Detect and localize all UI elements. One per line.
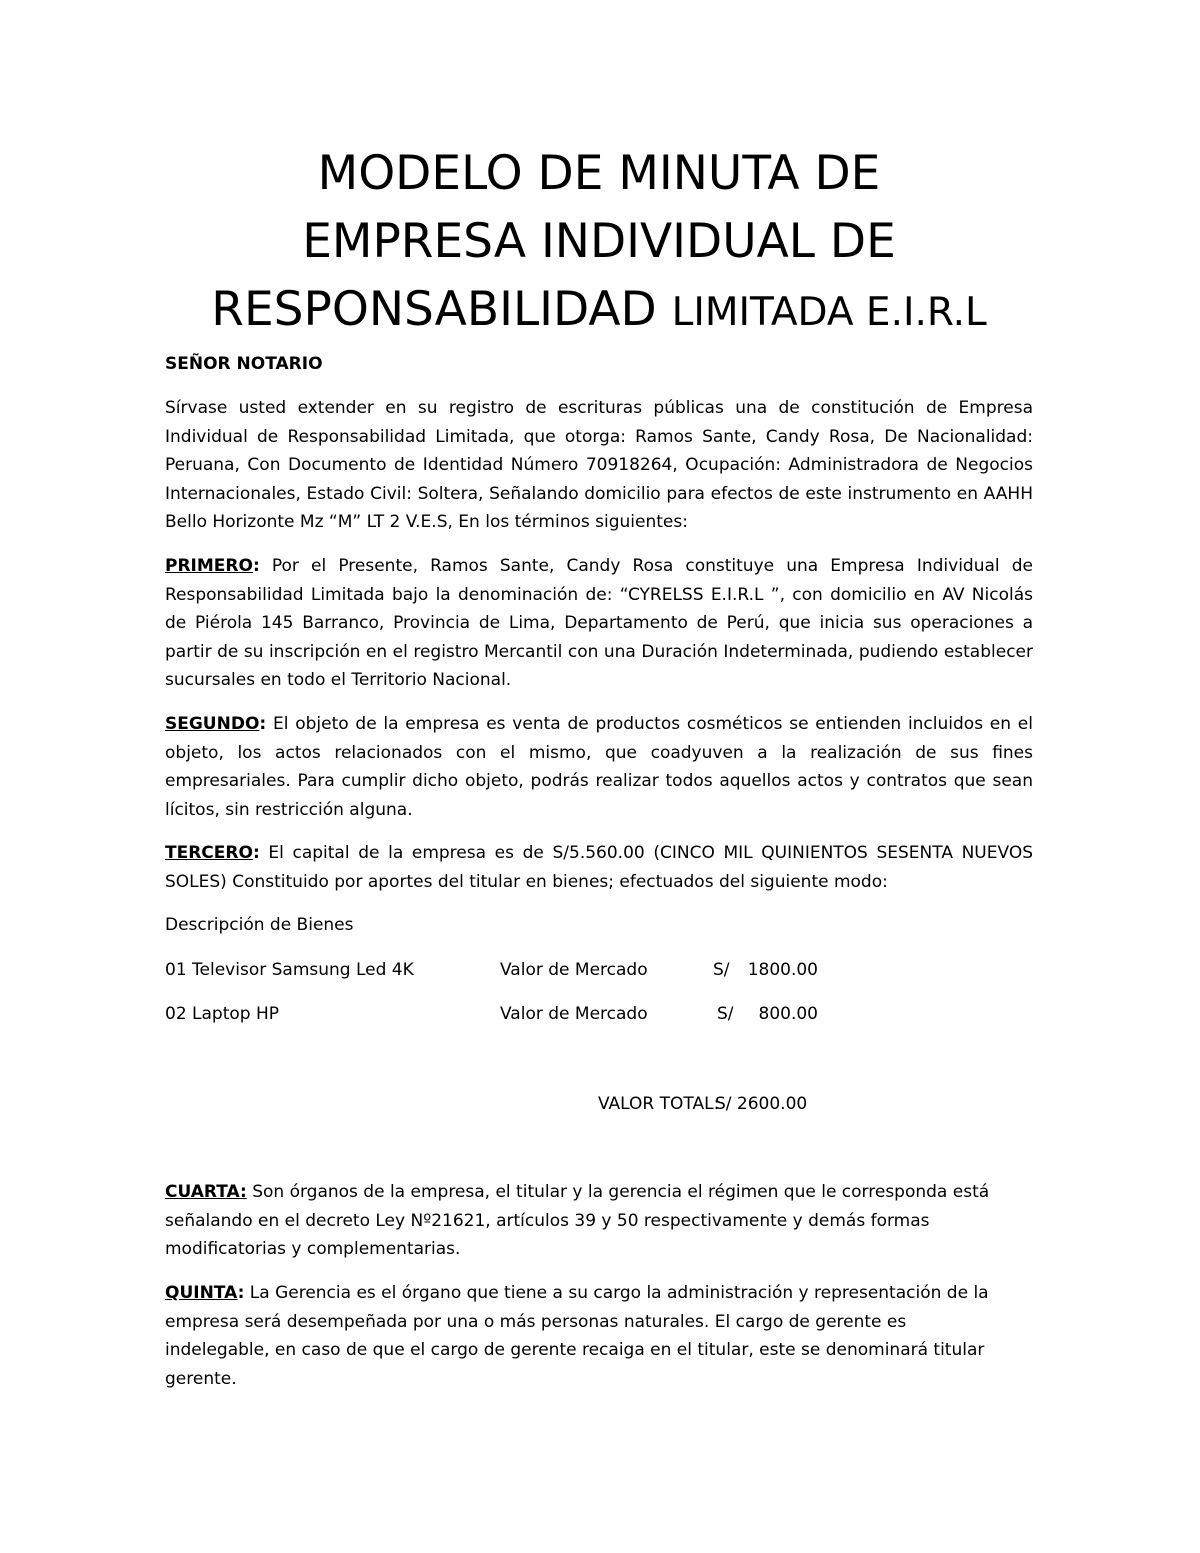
goods-amount: 1800.00 bbox=[747, 960, 818, 980]
total-value: S/ 2600.00 bbox=[715, 1094, 808, 1114]
clause-quinta bbox=[165, 1279, 1015, 1393]
clause-primero-text: Por el Presente, Ramos Sante, Candy Rosa constituye una Empresa Individual de Responsabilidad Limitada bajo la denominación de: “CYRELSS E.I.R.L ”, con domicilio en AV Nicolás de Piérola 145 Barranco, Provincia de Lima, Departamento de Perú, que inicia sus operaciones a partir de su inscripción en el registro Mercantil con una Duración Indeterminada, pudiendo establecer sucursales en todo el Territorio Nacional. bbox=[165, 556, 1033, 691]
clause-quinta-text: La Gerencia es el órgano que tiene a su cargo la administración y representación de la empresa será desempeñada por una o más personas naturales. El cargo de gerente es indelegable, en caso de que el cargo de gerente recaiga en el titular, este se denominará titular gerente. bbox=[165, 1283, 989, 1389]
intro-paragraph: Sírvase usted extender en su registro de escrituras públicas una de constitución de Empresa Individual de Responsabilidad Limitada, que otorga: Ramos Sante, Candy Rosa, De Nacionalidad: Peruana, Con Documento de Identidad Número 70918264, Ocupación: Administradora de Negocios Internacionales, Estado Civil: Soltera, Señalando domicilio para efectos de este instrumento en AAHH Bello Horizonte Mz “M” LT 2 V.E.S, En los términos siguientes: bbox=[165, 398, 1033, 533]
title-line-2: EMPRESA INDIVIDUAL DE bbox=[302, 214, 896, 269]
total-label: VALOR TOTAL: bbox=[598, 1094, 720, 1114]
clause-primero-label: PRIMERO bbox=[165, 556, 253, 576]
title-line-3-big: RESPONSABILIDAD bbox=[211, 282, 657, 337]
goods-amount: 800.00 bbox=[758, 1004, 818, 1024]
goods-currency: S/ bbox=[713, 960, 730, 980]
clause-primero bbox=[165, 552, 1033, 695]
goods-value-label: Valor de Mercado bbox=[500, 1004, 648, 1024]
clause-segundo-text: El objeto de la empresa es venta de productos cosméticos se entienden incluidos en el objeto, los actos relacionados con el mismo, que coadyuven a la realización de sus fines empresariales. Para cumplir dicho objeto, podrás realizar todos aquellos actos y contratos que sean lícitos, sin restricción alguna. bbox=[165, 714, 1033, 820]
clause-tercero bbox=[165, 839, 1033, 896]
total-row bbox=[165, 1090, 1033, 1118]
goods-value-label: Valor de Mercado bbox=[500, 960, 648, 980]
clause-tercero-colon: : bbox=[252, 843, 260, 863]
goods-heading: Descripción de Bienes bbox=[165, 915, 354, 935]
clause-segundo-colon: : bbox=[259, 714, 267, 734]
clause-quinta-label: QUINTA bbox=[165, 1283, 238, 1303]
goods-item: 01 Televisor Samsung Led 4K bbox=[165, 960, 414, 980]
clause-tercero-label: TERCERO bbox=[165, 843, 253, 863]
clause-segundo bbox=[165, 710, 1033, 824]
title-line-1: MODELO DE MINUTA DE bbox=[317, 146, 881, 201]
goods-row bbox=[165, 1000, 1033, 1028]
clause-cuarta-text: Son órganos de la empresa, el titular y la gerencia el régimen que le corresponda está señalando en el decreto Ley Nº21621, artículos 39 y 50 respectivamente y demás formas modificatorias y complementarias. bbox=[165, 1182, 990, 1260]
document-title bbox=[165, 140, 1033, 347]
goods-item: 02 Laptop HP bbox=[165, 1004, 280, 1024]
clause-tercero-text: El capital de la empresa es de S/5.560.00 (CINCO MIL QUINIENTOS SESENTA NUEVOS SOLES) Constituido por aportes del titular en bienes; efectuados del siguiente modo: bbox=[165, 843, 1033, 892]
clause-cuarta bbox=[165, 1178, 1015, 1264]
addressee: SEÑOR NOTARIO bbox=[165, 354, 323, 374]
clause-primero-colon: : bbox=[252, 556, 260, 576]
clause-segundo-label: SEGUNDO bbox=[165, 714, 260, 734]
title-line-3-small: LIMITADA E.I.R.L bbox=[671, 290, 987, 335]
clause-cuarta-label: CUARTA: bbox=[165, 1182, 247, 1202]
goods-currency: S/ bbox=[717, 1004, 734, 1024]
goods-row bbox=[165, 956, 1033, 984]
clause-quinta-colon: : bbox=[237, 1283, 245, 1303]
